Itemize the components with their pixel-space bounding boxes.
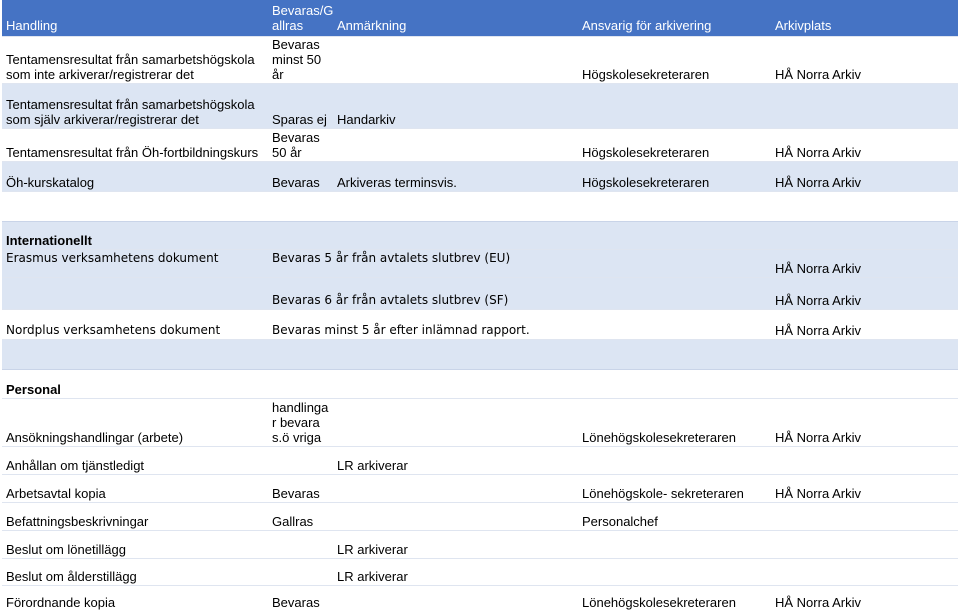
- cell-handling: Arbetsavtal kopia: [2, 474, 268, 502]
- cell-anmarkning: LR arkiverar: [333, 558, 578, 585]
- archive-table: [2, 0, 958, 611]
- cell-anmarkning: [333, 128, 578, 161]
- cell-arkivplats: [771, 446, 958, 474]
- cell-arkivplats: [771, 558, 958, 585]
- cell-handling: Ansökningshandlingar (arbete): [2, 398, 268, 446]
- cell-arkivplats: [771, 502, 958, 530]
- cell-anmarkning: [333, 36, 578, 83]
- table-row: [2, 249, 958, 277]
- cell-ansvarig: Högskolesekreteraren: [578, 161, 771, 191]
- cell-handling: Öh-kurskatalog: [2, 161, 268, 191]
- table-row-empty: [2, 191, 958, 221]
- cell-arkivplats: HÅ Norra Arkiv: [771, 277, 958, 309]
- table-row-empty: [2, 339, 958, 369]
- cell-arkivplats: HÅ Norra Arkiv: [771, 474, 958, 502]
- cell-bevaras: handlingar bevaras.ö vriga: [268, 398, 333, 446]
- cell-handling: [2, 277, 268, 309]
- table-row: [2, 161, 958, 191]
- cell-ansvarig: [578, 530, 771, 558]
- cell-bevaras: Bevaras: [268, 161, 333, 191]
- header-anmarkning: Anmärkning: [333, 0, 578, 36]
- table-row: [2, 36, 958, 83]
- cell-arkivplats: HÅ Norra Arkiv: [771, 309, 958, 339]
- cell-ansvarig: [578, 446, 771, 474]
- cell-handling: Beslut om lönetillägg: [2, 530, 268, 558]
- cell-arkivplats: [771, 83, 958, 128]
- cell-arkivplats: HÅ Norra Arkiv: [771, 128, 958, 161]
- cell-arkivplats: HÅ Norra Arkiv: [771, 398, 958, 446]
- cell-anmarkning: [333, 502, 578, 530]
- table-row: [2, 446, 958, 474]
- cell-ansvarig: Lönehögskole- sekreteraren: [578, 474, 771, 502]
- table-row: [2, 309, 958, 339]
- cell-bevaras: Sparas ej: [268, 83, 333, 128]
- header-bevaras-g-line1: Bevaras/G: [272, 2, 333, 18]
- section-row-internationellt: [2, 221, 958, 249]
- cell-arkivplats: HÅ Norra Arkiv: [771, 161, 958, 191]
- cell-arkivplats: [771, 530, 958, 558]
- cell-handling: Anhållan om tjänstledigt: [2, 446, 268, 474]
- table-row: [2, 474, 958, 502]
- cell-arkivplats: HÅ Norra Arkiv: [771, 249, 958, 277]
- cell-ansvarig: Personalchef: [578, 502, 771, 530]
- cell-bevaras: Gallras: [268, 502, 333, 530]
- cell-bevaras-anmarkning: Bevaras minst 5 år efter inlämnad rapport.: [268, 309, 578, 339]
- cell-anmarkning: LR arkiverar: [333, 530, 578, 558]
- section-title: Internationellt: [2, 221, 268, 249]
- cell-ansvarig: [578, 309, 771, 339]
- table-row: [2, 585, 958, 611]
- section-title: Personal: [2, 369, 268, 398]
- cell-bevaras: [268, 446, 333, 474]
- table-row: [2, 128, 958, 161]
- cell-anmarkning: [333, 474, 578, 502]
- cell-handling: Förordnande kopia: [2, 585, 268, 611]
- cell-anmarkning: Handarkiv: [333, 83, 578, 128]
- cell-bevaras: [268, 530, 333, 558]
- table-row: [2, 398, 958, 446]
- cell-bevaras: Bevaras minst 50 år: [268, 36, 333, 83]
- cell-ansvarig: Lönehögskolesekreteraren: [578, 585, 771, 611]
- cell-arkivplats: HÅ Norra Arkiv: [771, 585, 958, 611]
- cell-handling: Tentamensresultat från Öh-fortbildningskurs: [2, 128, 268, 161]
- table-header-row: [2, 0, 958, 36]
- cell-anmarkning: Arkiveras terminsvis.: [333, 161, 578, 191]
- cell-bevaras: Bevaras: [268, 474, 333, 502]
- cell-handling: Befattningsbeskrivningar: [2, 502, 268, 530]
- cell-handling: Nordplus verksamhetens dokument: [2, 309, 268, 339]
- cell-ansvarig: [578, 83, 771, 128]
- cell-handling: Beslut om ålderstillägg: [2, 558, 268, 585]
- cell-anmarkning: [333, 398, 578, 446]
- cell-bevaras: Bevaras: [268, 585, 333, 611]
- header-bevaras-gallras: [268, 0, 333, 36]
- table-row: [2, 530, 958, 558]
- cell-bevaras: [268, 558, 333, 585]
- header-ansvarig: Ansvarig för arkivering: [578, 0, 771, 36]
- cell-ansvarig: [578, 558, 771, 585]
- cell-handling: Tentamensresultat från samarbetshögskola som själv arkiverar/registrerar det: [2, 83, 268, 128]
- cell-anmarkning: [333, 585, 578, 611]
- cell-arkivplats: HÅ Norra Arkiv: [771, 36, 958, 83]
- cell-anmarkning: LR arkiverar: [333, 446, 578, 474]
- section-row-personal: [2, 369, 958, 398]
- cell-bevaras: Bevaras 50 år: [268, 128, 333, 161]
- header-arkivplats: Arkivplats: [771, 0, 958, 36]
- header-bevaras-g-line2: allras: [272, 17, 304, 33]
- cell-ansvarig: Lönehögskolesekreteraren: [578, 398, 771, 446]
- table-row: [2, 277, 958, 309]
- cell-ansvarig: [578, 249, 771, 277]
- table-row: [2, 502, 958, 530]
- cell-bevaras-anmarkning: Bevaras 5 år från avtalets slutbrev (EU): [268, 249, 578, 277]
- table-row: [2, 83, 958, 128]
- cell-bevaras-anmarkning: Bevaras 6 år från avtalets slutbrev (SF): [268, 277, 578, 309]
- cell-ansvarig: Högskolesekreteraren: [578, 128, 771, 161]
- cell-handling: Erasmus verksamhetens dokument: [2, 249, 268, 277]
- cell-ansvarig: [578, 277, 771, 309]
- table-row: [2, 558, 958, 585]
- cell-ansvarig: Högskolesekreteraren: [578, 36, 771, 83]
- cell-handling: Tentamensresultat från samarbetshögskola som inte arkiverar/registrerar det: [2, 36, 268, 83]
- header-handling: Handling: [2, 0, 268, 36]
